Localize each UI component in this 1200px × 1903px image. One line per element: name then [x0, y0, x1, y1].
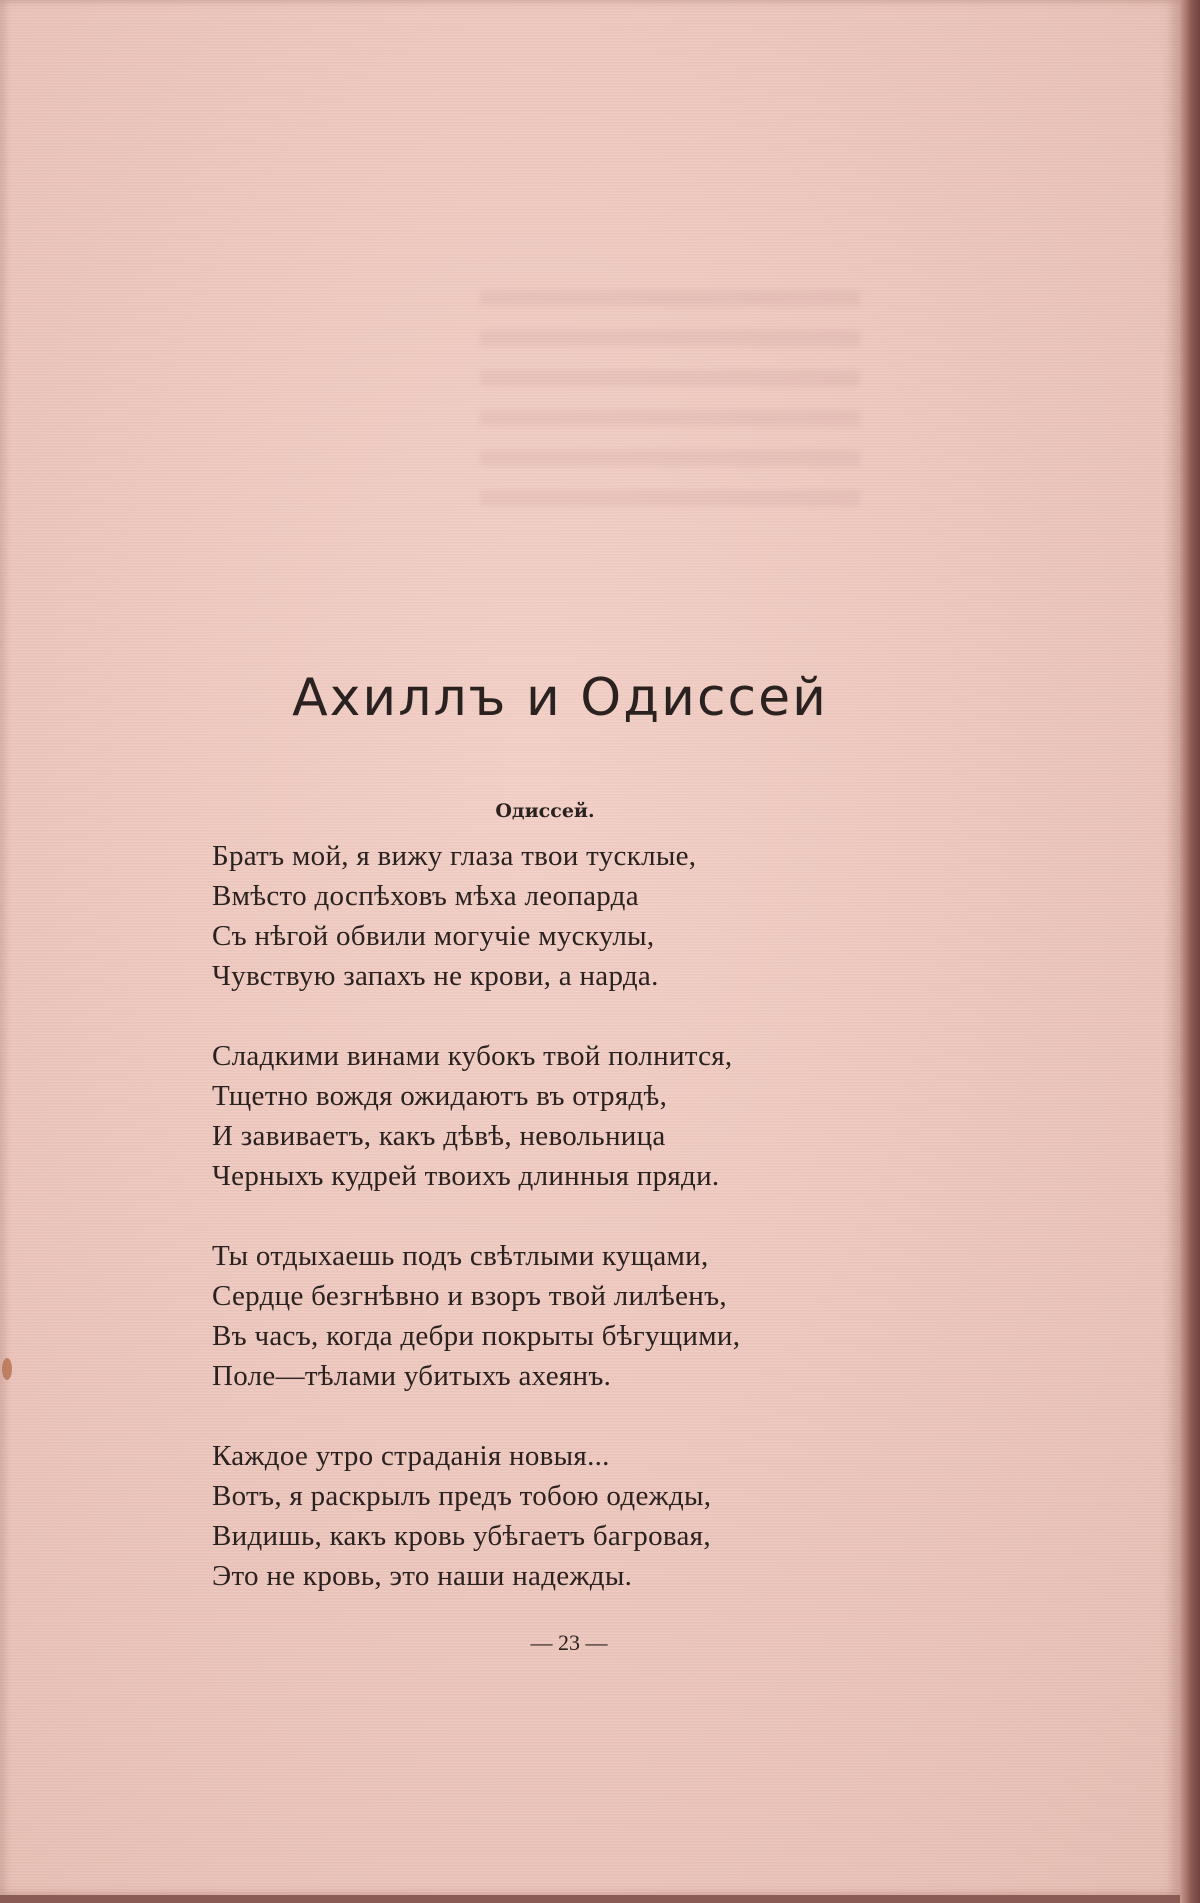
- page-number: — 23 —: [530, 1630, 608, 1655]
- poem-line: Братъ мой, я вижу глаза твои тусклые,: [212, 840, 697, 872]
- poem-line: Чувствую запахъ не крови, а нарда.: [212, 960, 659, 992]
- paper-stain: [2, 1358, 12, 1380]
- poem-line: Сладкими винами кубокъ твой полнится,: [212, 1040, 733, 1072]
- poem-line: Черныхъ кудрей твоихъ длинныя пряди.: [212, 1160, 720, 1192]
- stanza-2: [212, 1036, 912, 1196]
- poem-line: Вотъ, я раскрылъ предъ тобою одежды,: [212, 1480, 712, 1512]
- stanza-4: [212, 1436, 912, 1596]
- stanza-1: [212, 836, 912, 996]
- poem-line: Вмѣсто доспѣховъ мѣха леопарда: [212, 880, 639, 912]
- poem-line: Это не кровь, это наши надежды.: [212, 1560, 633, 1592]
- poem-body: [212, 836, 912, 1636]
- stanza-3: [212, 1236, 912, 1396]
- poem-line: Тщетно вождя ожидаютъ въ отрядѣ,: [212, 1080, 668, 1112]
- poem-title: Ахиллъ и Одиссей: [292, 668, 828, 728]
- show-through-text: [480, 290, 860, 520]
- speaker-name: Одиссей.: [495, 800, 595, 822]
- poem-line: Въ часъ, когда дебри покрыты бѣгущими,: [212, 1320, 741, 1352]
- book-edge: [1180, 0, 1200, 1903]
- poem-line: Съ нѣгой обвили могучіе мускулы,: [212, 920, 655, 952]
- poem-line: Поле—тѣлами убитыхъ ахеянъ.: [212, 1360, 612, 1392]
- poem-line: Каждое утро страданія новыя...: [212, 1440, 610, 1472]
- poem-line: Сердце безгнѣвно и взоръ твой лилѣенъ,: [212, 1280, 727, 1312]
- poem-line: Видишь, какъ кровь убѣгаетъ багровая,: [212, 1520, 711, 1552]
- poem-line: Ты отдыхаешь подъ свѣтлыми кущами,: [212, 1240, 709, 1272]
- poem-line: И завиваетъ, какъ дѣвѣ, невольница: [212, 1120, 666, 1152]
